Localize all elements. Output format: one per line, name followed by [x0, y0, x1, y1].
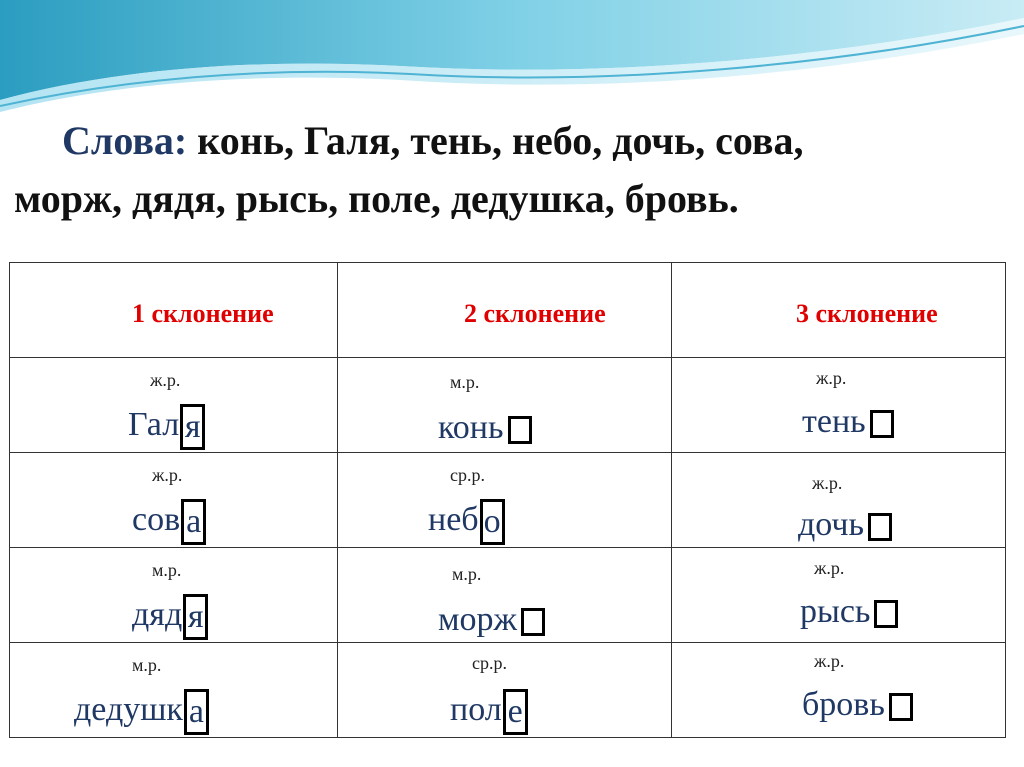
gender-label: ж.р. — [152, 465, 183, 485]
word-stem: неб — [428, 500, 479, 538]
word — [802, 685, 913, 725]
decorative-wave-banner — [0, 0, 1024, 120]
gender-label: ж.р. — [816, 368, 847, 388]
word-stem: бровь — [802, 686, 885, 723]
word — [438, 600, 545, 640]
word-stem: рысь — [800, 593, 871, 630]
word-stem: Гал — [128, 405, 180, 443]
ending-box: я — [183, 594, 208, 640]
gender-label: ж.р. — [814, 558, 845, 578]
table-cell — [10, 548, 338, 643]
empty-ending-box — [521, 608, 545, 636]
header-label: 2 склонение — [464, 299, 606, 328]
ending-box: а — [184, 689, 209, 735]
gender-label: ср.р. — [450, 465, 485, 485]
empty-ending-box — [874, 600, 898, 628]
word-stem: дяд — [132, 595, 183, 633]
heading-line-2: морж, дядя, рысь, поле, дедушка, бровь. — [14, 176, 739, 221]
table-row — [10, 453, 1006, 548]
word — [428, 499, 505, 545]
word — [798, 505, 892, 545]
ending-box: о — [480, 499, 505, 545]
table-row — [10, 643, 1006, 738]
ending-box: е — [503, 689, 528, 735]
word — [74, 689, 209, 735]
header-label: 3 склонение — [796, 299, 938, 328]
gender-label: ж.р. — [150, 370, 181, 390]
word — [800, 592, 898, 632]
table-cell — [672, 643, 1006, 738]
table-row — [10, 548, 1006, 643]
ending-box: я — [180, 404, 205, 450]
word-stem: конь — [438, 409, 504, 446]
table-cell — [672, 548, 1006, 643]
header-label: 1 склонение — [132, 299, 274, 328]
table-cell — [338, 548, 672, 643]
gender-label: м.р. — [152, 560, 182, 580]
table-cell — [338, 453, 672, 548]
word-stem: дедушк — [74, 690, 183, 728]
header-cell — [10, 263, 338, 358]
gender-label: ср.р. — [472, 653, 507, 673]
ending-box: а — [181, 499, 206, 545]
word — [450, 689, 528, 735]
word-stem: тень — [802, 403, 866, 440]
word — [802, 402, 894, 442]
header-cell — [672, 263, 1006, 358]
table-row — [10, 358, 1006, 453]
word-stem: сов — [132, 500, 181, 538]
word — [132, 499, 206, 545]
heading-lead: Слова: — [62, 118, 188, 163]
table-cell — [10, 453, 338, 548]
exercise-heading — [14, 112, 1020, 228]
gender-label: м.р. — [450, 372, 480, 392]
table-header-row — [10, 263, 1006, 358]
word — [132, 594, 208, 640]
word — [438, 408, 532, 448]
empty-ending-box — [889, 693, 913, 721]
word — [128, 404, 205, 450]
word-stem: пол — [450, 690, 502, 728]
table-cell — [672, 453, 1006, 548]
gender-label: ж.р. — [812, 473, 843, 493]
empty-ending-box — [508, 416, 532, 444]
empty-ending-box — [868, 513, 892, 541]
gender-label: ж.р. — [814, 651, 845, 671]
gender-label: м.р. — [132, 655, 162, 675]
table-cell — [338, 643, 672, 738]
table-cell — [10, 358, 338, 453]
header-cell — [338, 263, 672, 358]
table-cell — [10, 643, 338, 738]
word-stem: дочь — [798, 506, 865, 543]
heading-line-1: конь, Галя, тень, небо, дочь, сова, — [197, 118, 804, 163]
declension-table — [9, 262, 1006, 738]
empty-ending-box — [870, 410, 894, 438]
word-stem: морж — [438, 601, 518, 638]
gender-label: м.р. — [452, 564, 482, 584]
table-cell — [672, 358, 1006, 453]
table-cell — [338, 358, 672, 453]
